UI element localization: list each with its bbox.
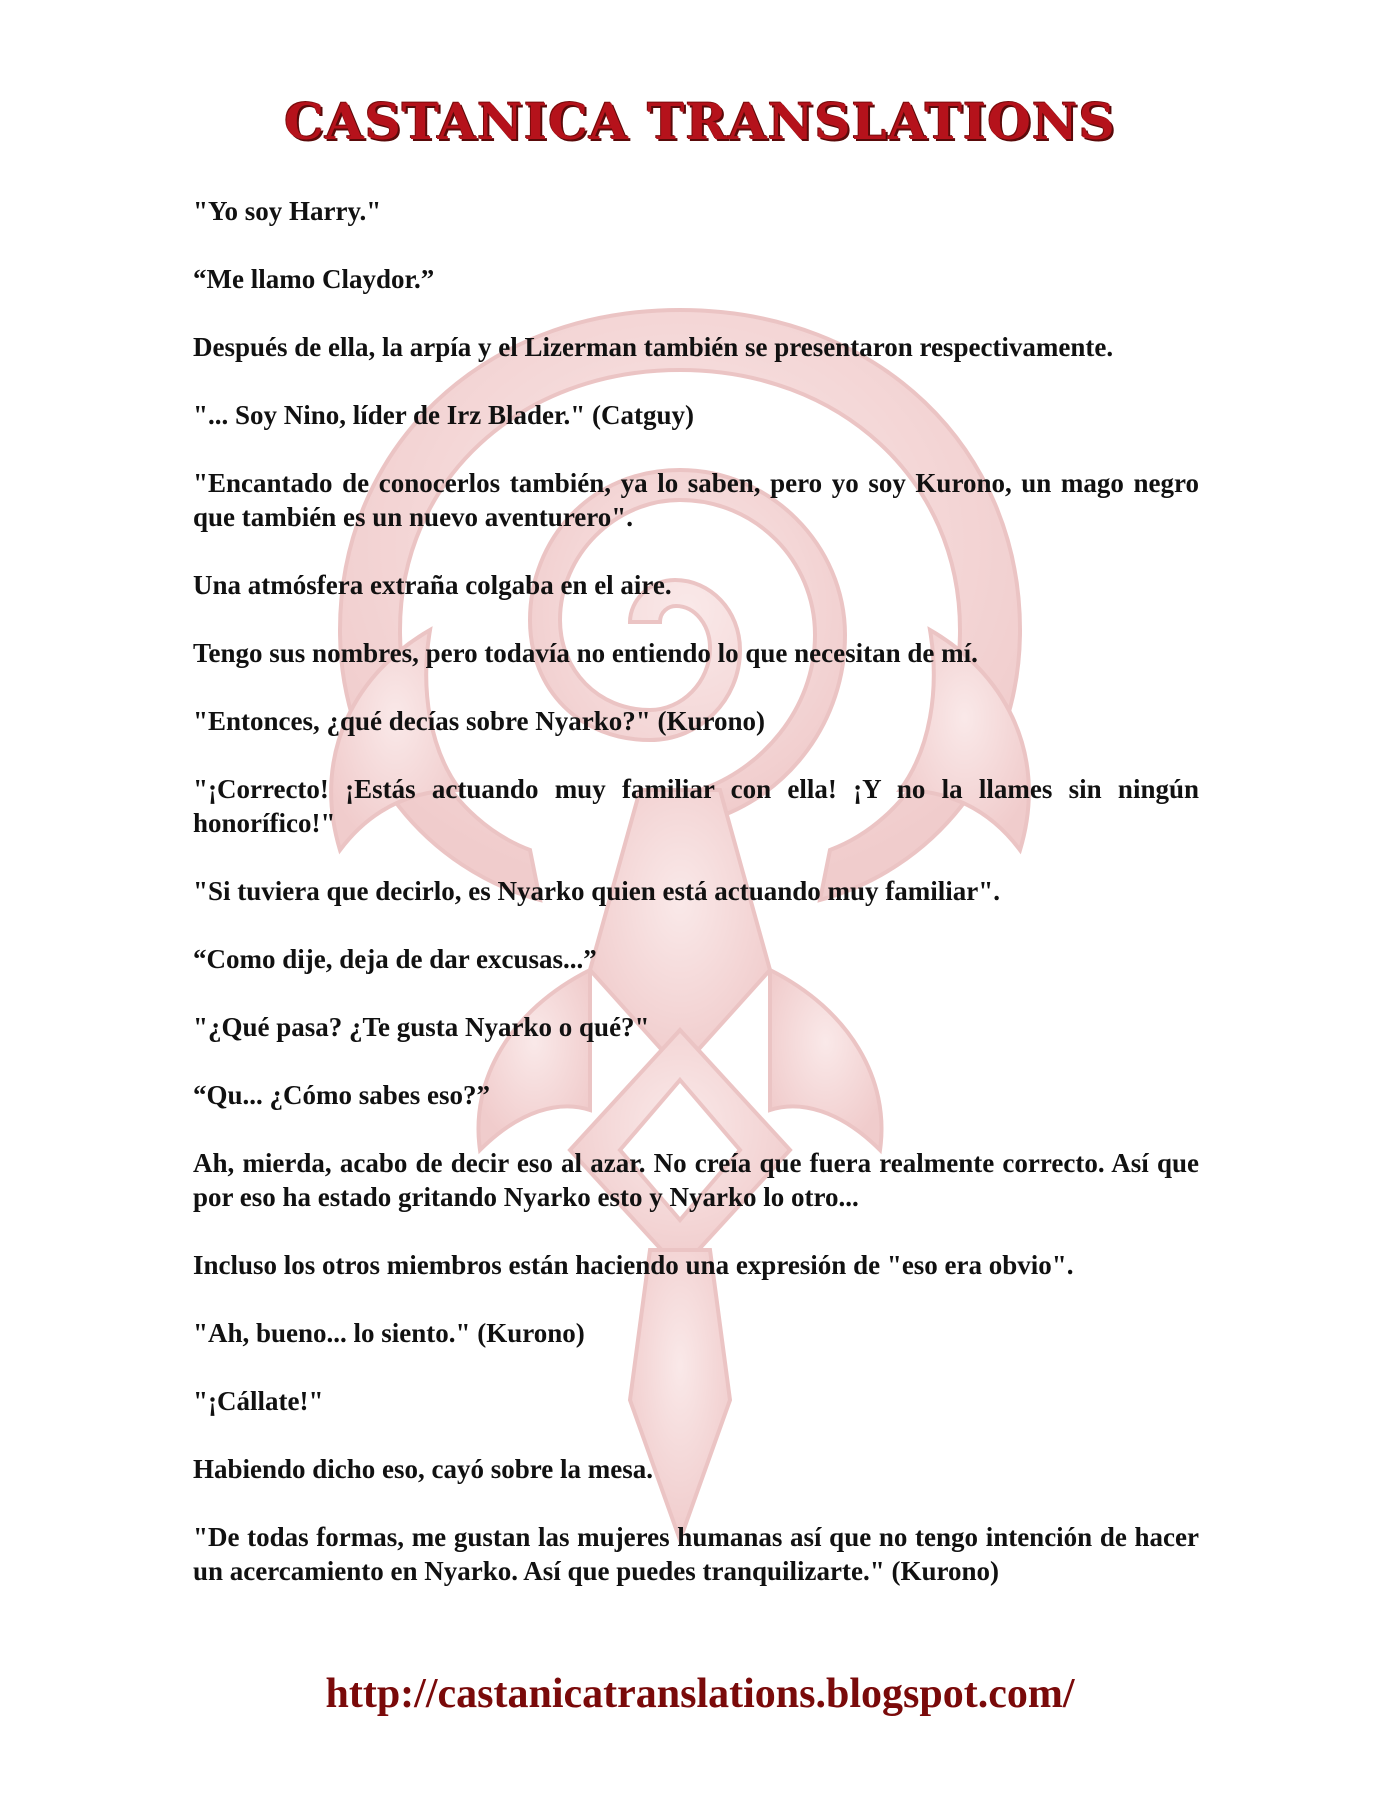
paragraph: "¡Cállate!" bbox=[193, 1386, 324, 1416]
paragraph: "Entonces, ¿qué decías sobre Nyarko?" (Kurono) bbox=[193, 706, 766, 736]
paragraph: Tengo sus nombres, pero todavía no entiendo lo que necesitan de mí. bbox=[193, 638, 978, 668]
page-footer bbox=[0, 1670, 1400, 1718]
page-header bbox=[0, 92, 1400, 151]
site-title: CASTANICA TRANSLATIONS bbox=[284, 92, 1116, 151]
paragraph: Ah, mierda, acabo de decir eso al azar. No creía que fuera realmente correcto. Así que por eso ha estado gritando Nyarko esto y Nyarko lo otro... bbox=[193, 1148, 1199, 1212]
paragraph: “Qu... ¿Cómo sabes eso?” bbox=[193, 1080, 491, 1110]
blog-url-link[interactable]: http://castanicatranslations.blogspot.com/ bbox=[325, 1671, 1075, 1717]
paragraph: "¿Qué pasa? ¿Te gusta Nyarko o qué?" bbox=[193, 1012, 650, 1042]
document-body bbox=[193, 194, 1199, 1622]
paragraph: "Encantado de conocerlos también, ya lo saben, pero yo soy Kurono, un mago negro que también es un nuevo aventurero". bbox=[193, 468, 1199, 532]
paragraph: "Ah, bueno... lo siento." (Kurono) bbox=[193, 1318, 585, 1348]
paragraph: Incluso los otros miembros están haciendo una expresión de "eso era obvio". bbox=[193, 1250, 1074, 1280]
paragraph: “Como dije, deja de dar excusas...” bbox=[193, 944, 597, 974]
paragraph: Habiendo dicho eso, cayó sobre la mesa. bbox=[193, 1454, 654, 1484]
paragraph: "¡Correcto! ¡Estás actuando muy familiar con ella! ¡Y no la llames sin ningún honorífico!" bbox=[193, 774, 1199, 838]
paragraph: Una atmósfera extraña colgaba en el aire. bbox=[193, 570, 672, 600]
paragraph: "Si tuviera que decirlo, es Nyarko quien está actuando muy familiar". bbox=[193, 876, 1000, 906]
paragraph: "Yo soy Harry." bbox=[193, 196, 382, 226]
paragraph: “Me llamo Claydor.” bbox=[193, 264, 435, 294]
paragraph: "... Soy Nino, líder de Irz Blader." (Catguy) bbox=[193, 400, 694, 430]
paragraph: "De todas formas, me gustan las mujeres humanas así que no tengo intención de hacer un acercamiento en Nyarko. Así que puedes tranquilizarte." (Kurono) bbox=[193, 1522, 1199, 1586]
paragraph: Después de ella, la arpía y el Lizerman también se presentaron respectivamente. bbox=[193, 332, 1114, 362]
